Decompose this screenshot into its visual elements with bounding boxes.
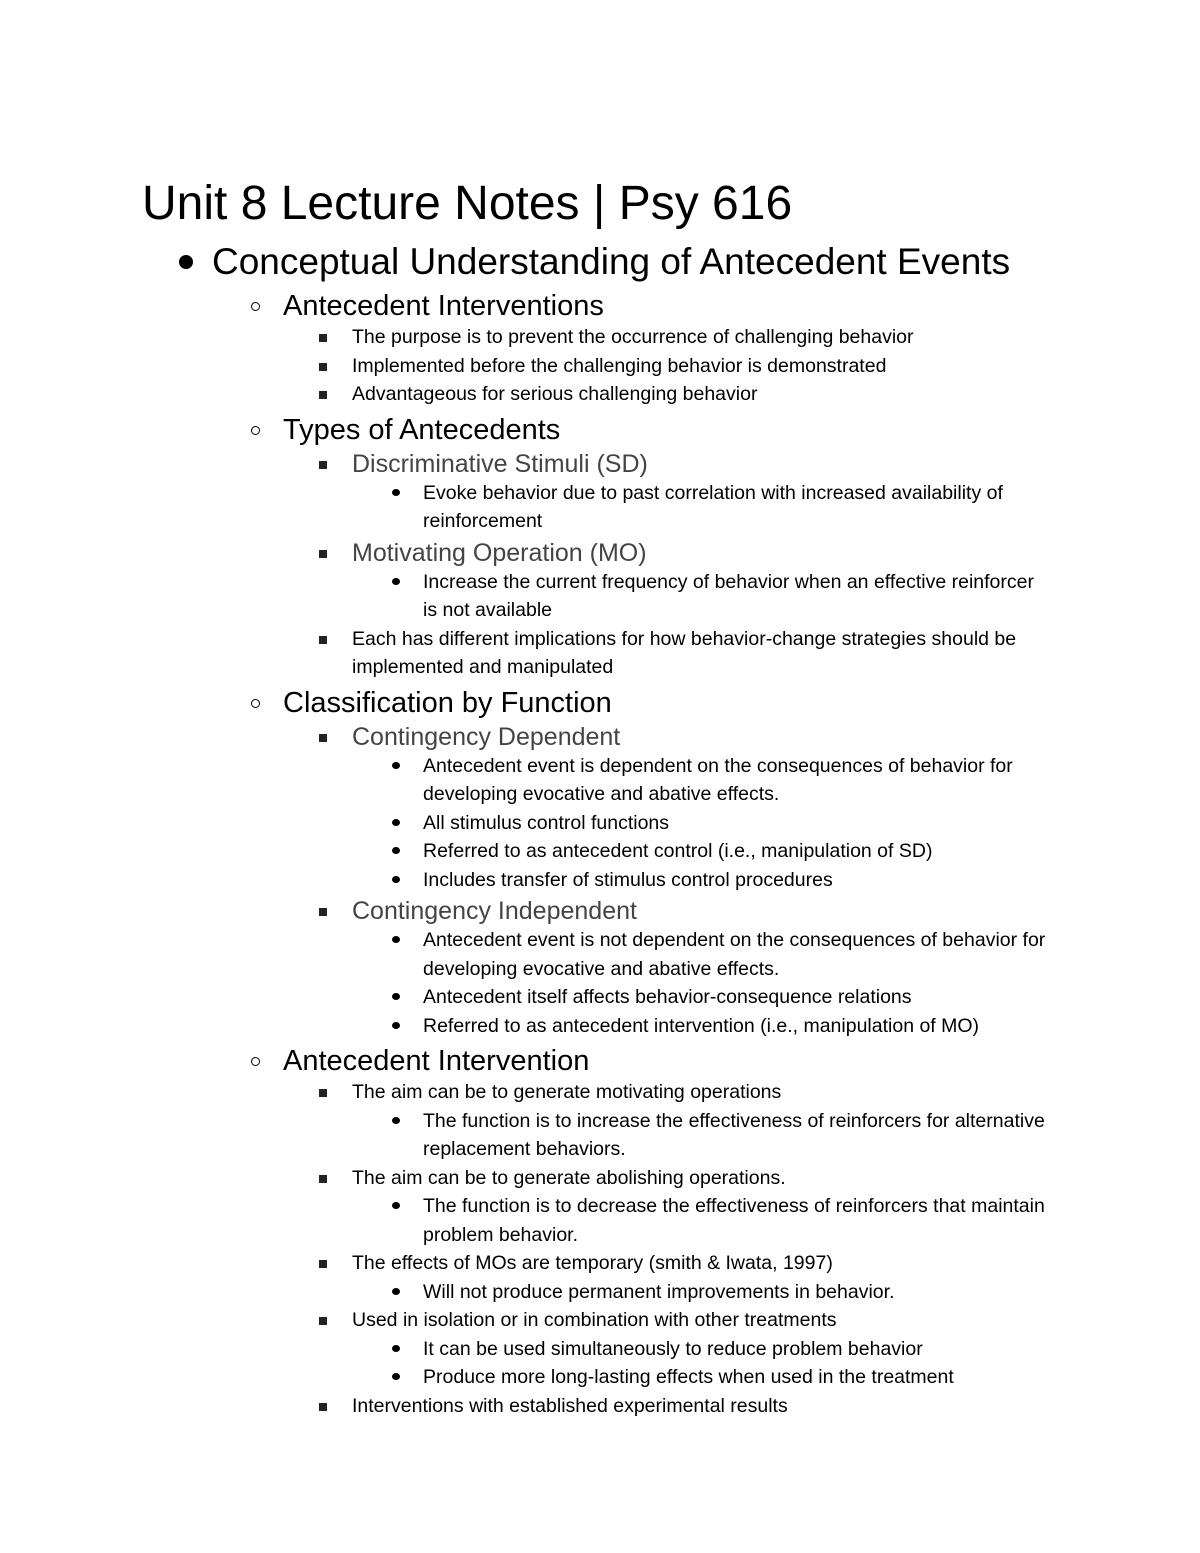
list-item-text: Evoke behavior due to past correlation with increased availability of reinforcement	[423, 481, 1003, 532]
dot-bullet-icon	[392, 1117, 400, 1124]
dot-bullet-icon	[392, 578, 400, 585]
section-heading	[0, 289, 1200, 323]
dot-bullet-icon	[392, 1345, 400, 1352]
list-item-text: Will not produce permanent improvements in behavior.	[423, 1280, 895, 1303]
list-item-text: The function is to decrease the effectiveness of reinforcers that maintain problem behavior.	[423, 1195, 1045, 1246]
list-item-text: Produce more long-lasting effects when used in the treatment	[423, 1366, 954, 1388]
list-item-text: The function is to increase the effectiveness of reinforcers for alternative replacement behaviors.	[423, 1109, 1045, 1160]
list-item-text: Used in isolation or in combination with other treatments	[352, 1309, 837, 1331]
list-item	[0, 1278, 1200, 1307]
list-item-text: Referred to as antecedent intervention (i.e., manipulation of MO)	[423, 1014, 980, 1037]
square-bullet-icon	[319, 1089, 327, 1097]
list-item-text: Each has different implications for how behavior-change strategies should be implemented and manipulated	[352, 627, 1017, 678]
list-item-text: Implemented before the challenging behavior is demonstrated	[352, 354, 887, 377]
section-heading	[0, 413, 1200, 447]
list-item	[0, 837, 1200, 866]
dot-bullet-icon	[392, 876, 400, 883]
dot-bullet-icon	[392, 489, 400, 496]
hollow-circle-bullet-icon	[251, 302, 260, 311]
square-bullet-icon	[319, 1403, 327, 1411]
list-item	[0, 479, 1200, 536]
outline-heading	[0, 239, 1200, 285]
list-item	[0, 1078, 1200, 1107]
subsection-heading	[0, 538, 1200, 568]
square-bullet-icon	[319, 334, 327, 342]
section-heading-text: Classification by Function	[283, 686, 612, 719]
dot-bullet-icon	[392, 1373, 400, 1380]
list-item-text: Referred to as antecedent control (i.e., manipulation of SD)	[423, 840, 933, 862]
dot-bullet-icon	[392, 1202, 400, 1209]
subsection-heading-text: Discriminative Stimuli (SD)	[352, 449, 648, 478]
list-item-text: Antecedent event is dependent on the consequences of behavior for developing evocative and abative effects.	[423, 754, 1013, 805]
square-bullet-icon	[319, 734, 327, 742]
subsection-heading	[0, 896, 1200, 926]
list-item	[0, 380, 1200, 409]
dot-bullet-icon	[392, 819, 400, 826]
outline	[0, 239, 1200, 1420]
subsection-heading-text: Motivating Operation (MO)	[352, 538, 647, 567]
list-item-text: Increase the current frequency of behavior when an effective reinforcer is not available	[423, 570, 1034, 621]
section-heading	[0, 1044, 1200, 1078]
subsection-heading	[0, 722, 1200, 752]
list-item	[0, 568, 1200, 625]
section-heading-text: Types of Antecedents	[283, 413, 561, 446]
dot-bullet-icon	[392, 1022, 400, 1029]
dot-bullet-icon	[392, 1288, 400, 1295]
list-item-text: Antecedent itself affects behavior-consequence relations	[423, 986, 912, 1008]
list-item-text: Includes transfer of stimulus control procedures	[423, 868, 833, 891]
list-item-text: The aim can be to generate abolishing operations.	[352, 1166, 786, 1189]
dot-bullet-icon	[392, 847, 400, 854]
list-item	[0, 1192, 1200, 1249]
hollow-circle-bullet-icon	[251, 426, 260, 435]
subsection-heading	[0, 449, 1200, 479]
square-bullet-icon	[319, 550, 327, 558]
square-bullet-icon	[319, 363, 327, 371]
filled-circle-bullet-icon	[179, 255, 193, 269]
square-bullet-icon	[319, 391, 327, 399]
list-item-text: Advantageous for serious challenging behavior	[352, 383, 758, 405]
square-bullet-icon	[319, 461, 327, 469]
outline-heading-text: Conceptual Understanding of Antecedent Events	[212, 241, 1011, 282]
list-item-text: Antecedent event is not dependent on the consequences of behavior for developing evocative and abative effects.	[423, 929, 1046, 980]
list-item	[0, 1363, 1200, 1392]
list-item	[0, 1107, 1200, 1164]
list-item	[0, 352, 1200, 381]
page-title: Unit 8 Lecture Notes | Psy 616	[142, 177, 793, 231]
hollow-circle-bullet-icon	[251, 1057, 260, 1066]
square-bullet-icon	[319, 1175, 327, 1183]
list-item-text: The effects of MOs are temporary (smith & Iwata, 1997)	[352, 1252, 833, 1274]
square-bullet-icon	[319, 636, 327, 644]
section-heading-text: Antecedent Interventions	[283, 290, 604, 322]
hollow-circle-bullet-icon	[251, 699, 260, 708]
square-bullet-icon	[319, 1260, 327, 1268]
section-heading-text: Antecedent Intervention	[283, 1045, 590, 1077]
list-item	[0, 809, 1200, 838]
list-item	[0, 1012, 1200, 1041]
list-item	[0, 1306, 1200, 1335]
dot-bullet-icon	[392, 936, 400, 943]
list-item	[0, 752, 1200, 809]
list-item-text: Interventions with established experimental results	[352, 1394, 788, 1417]
dot-bullet-icon	[392, 762, 400, 769]
square-bullet-icon	[319, 908, 327, 916]
list-item	[0, 983, 1200, 1012]
list-item-text: All stimulus control functions	[423, 811, 670, 834]
square-bullet-icon	[319, 1317, 327, 1325]
list-item	[0, 926, 1200, 983]
list-item	[0, 625, 1200, 682]
subsection-heading-text: Contingency Independent	[352, 897, 637, 925]
list-item-text: The purpose is to prevent the occurrence of challenging behavior	[352, 326, 914, 348]
list-item	[0, 1335, 1200, 1364]
list-item-text: The aim can be to generate motivating operations	[352, 1081, 782, 1103]
list-item-text: It can be used simultaneously to reduce problem behavior	[423, 1337, 923, 1360]
list-item	[0, 866, 1200, 895]
section-heading	[0, 686, 1200, 720]
subsection-heading-text: Contingency Dependent	[352, 722, 621, 751]
dot-bullet-icon	[392, 993, 400, 1000]
list-item	[0, 1164, 1200, 1193]
list-item	[0, 1392, 1200, 1421]
list-item	[0, 1249, 1200, 1278]
list-item	[0, 323, 1200, 352]
